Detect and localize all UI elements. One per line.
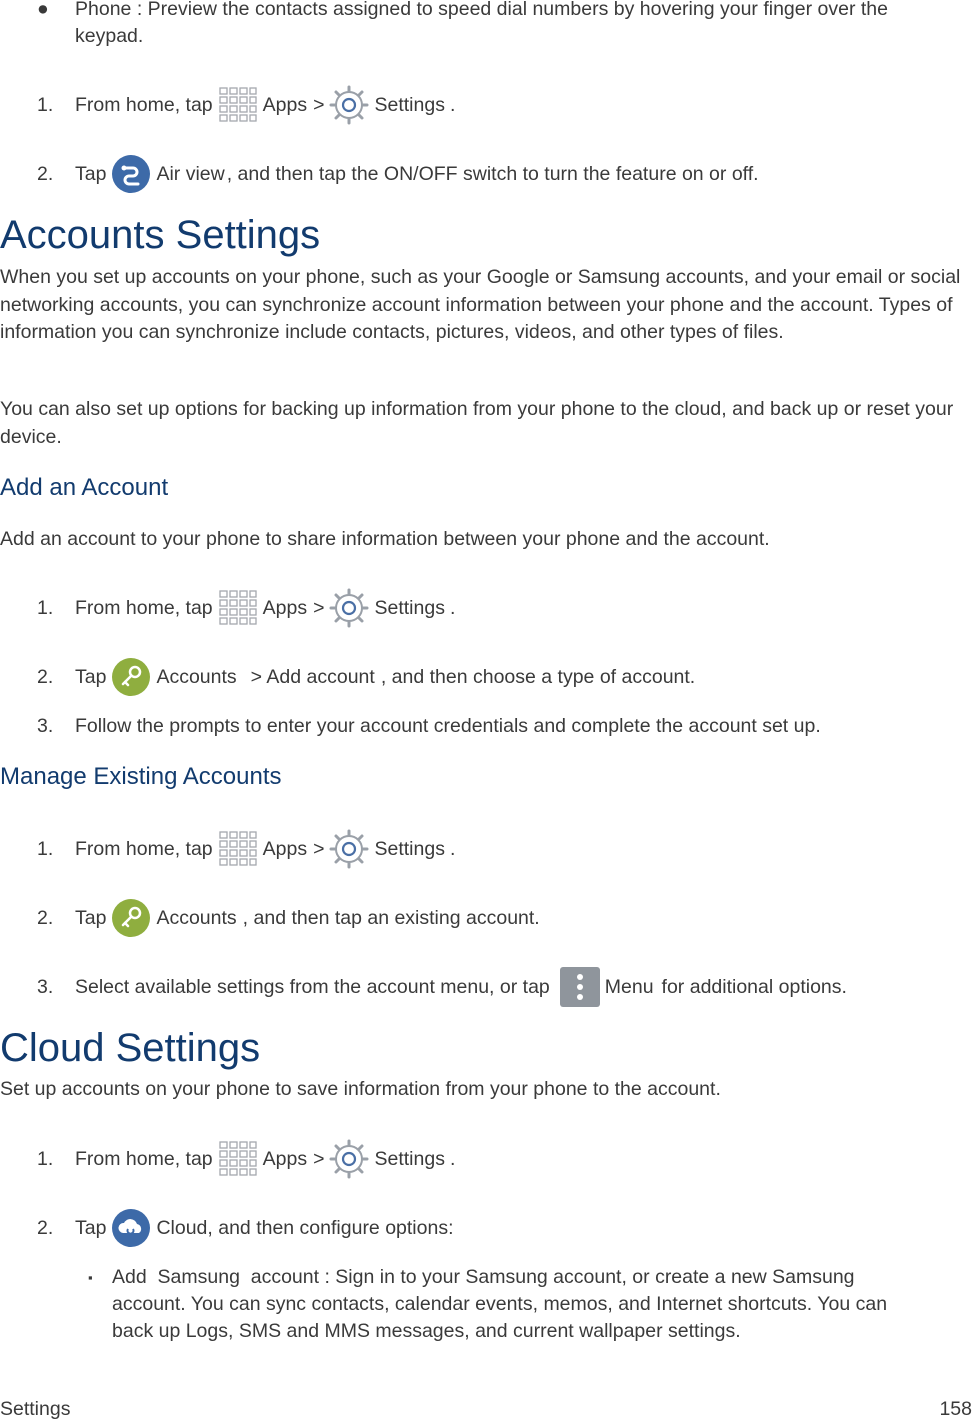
footer-section-name: Settings — [0, 1398, 71, 1420]
settings-gear-icon — [329, 829, 369, 869]
menu-dots-icon — [560, 967, 600, 1007]
settings-label: Settings — [374, 837, 445, 860]
step-number: 2. — [37, 1216, 54, 1239]
step-text-tail: for additional options. — [661, 975, 847, 998]
step-text: Tap — [75, 906, 107, 929]
arrow-separator: > — [313, 837, 325, 860]
accounts-label: Accounts — [156, 906, 237, 929]
cloud-intro: Set up accounts on your phone to save information from your phone to the account. — [0, 1078, 721, 1100]
step-number: 1. — [37, 93, 54, 116]
phone-desc-line2: keypad. — [75, 25, 144, 47]
step-number: 2. — [37, 162, 54, 185]
cloud-label: Cloud, and then configure options: — [156, 1216, 454, 1239]
air-view-icon — [111, 154, 151, 194]
step-number: 2. — [37, 665, 54, 688]
samsung-account-desc-line1: : Sign in to your Samsung account, or create a new Samsung — [324, 1266, 855, 1288]
step-number: 1. — [37, 837, 54, 860]
period: . — [449, 1147, 456, 1170]
accounts-settings-heading: Accounts Settings — [0, 213, 321, 257]
settings-gear-icon — [329, 85, 369, 125]
step-number: 3. — [37, 714, 54, 737]
settings-gear-icon — [329, 588, 369, 628]
square-bullet: ▪ — [88, 1270, 93, 1285]
step-text: From home, tap — [75, 93, 213, 116]
period: . — [449, 837, 456, 860]
settings-label: Settings — [374, 93, 445, 116]
add-account-heading: Add an Account — [0, 474, 169, 501]
step-text: Tap — [75, 665, 107, 688]
step-text: From home, tap — [75, 837, 213, 860]
cloud-icon — [111, 1208, 151, 1248]
samsung-account-desc-line2: account. You can sync contacts, calendar events, memos, and Internet shortcuts. You can — [112, 1293, 888, 1315]
step-text-tail: , and then tap the ON/OFF switch to turn the feature on or off. — [226, 162, 759, 185]
apps-label: Apps — [262, 1147, 308, 1170]
step-number: 3. — [37, 975, 54, 998]
settings-label: Settings — [374, 596, 445, 619]
step-text-tail: , and then choose a type of account. — [380, 665, 696, 688]
apps-label: Apps — [262, 596, 308, 619]
apps-label: Apps — [262, 93, 308, 116]
phone-label: Phone — [75, 0, 132, 20]
step-number: 1. — [37, 596, 54, 619]
cloud-settings-heading: Cloud Settings — [0, 1026, 261, 1070]
step-text: Follow the prompts to enter your account credentials and complete the account set up. — [75, 714, 821, 737]
step-text: Tap — [75, 1216, 107, 1239]
accounts-label: Accounts — [156, 665, 237, 688]
phone-desc-line1: : Preview the contacts assigned to speed dial numbers by hovering your finger over the — [136, 0, 888, 20]
accounts-key-icon — [111, 898, 151, 938]
bullet-dot: ● — [37, 0, 49, 20]
step-number: 1. — [37, 1147, 54, 1170]
add-account-label: > Add account — [250, 665, 375, 688]
apps-grid-icon — [218, 85, 258, 125]
add-account-intro: Add an account to your phone to share information between your phone and the account. — [0, 528, 770, 550]
menu-label: Menu — [604, 975, 654, 998]
step-text: From home, tap — [75, 1147, 213, 1170]
accounts-intro-paragraph: When you set up accounts on your phone, such as your Google or Samsung accounts, and your email or social networking accounts, you can synchronize account information between your phone and the account. Types of information you can synchronize include contacts, pictures, videos, and other types of files. — [0, 266, 961, 343]
step-text: Tap — [75, 162, 107, 185]
apps-grid-icon — [218, 588, 258, 628]
step-text: Select available settings from the account menu, or tap — [75, 975, 550, 998]
manage-accounts-heading: Manage Existing Accounts — [0, 763, 282, 790]
period: . — [449, 596, 456, 619]
arrow-separator: > — [313, 1147, 325, 1170]
footer-page-number: 158 — [939, 1398, 972, 1420]
apps-label: Apps — [262, 837, 308, 860]
apps-grid-icon — [218, 829, 258, 869]
step-text-tail: , and then tap an existing account. — [242, 906, 540, 929]
arrow-separator: > — [313, 93, 325, 116]
settings-gear-icon — [329, 1139, 369, 1179]
accounts-key-icon — [111, 657, 151, 697]
samsung-account-label: Add Samsung account — [112, 1266, 320, 1288]
period: . — [449, 93, 456, 116]
apps-grid-icon — [218, 1139, 258, 1179]
settings-label: Settings — [374, 1147, 445, 1170]
accounts-backup-paragraph: You can also set up options for backing up information from your phone to the cloud, and back up or reset your device. — [0, 398, 954, 448]
air-view-label: Air view — [156, 162, 225, 185]
arrow-separator: > — [313, 596, 325, 619]
step-number: 2. — [37, 906, 54, 929]
step-text: From home, tap — [75, 596, 213, 619]
samsung-account-desc-line3: back up Logs, SMS and MMS messages, and current wallpaper settings. — [112, 1320, 741, 1342]
